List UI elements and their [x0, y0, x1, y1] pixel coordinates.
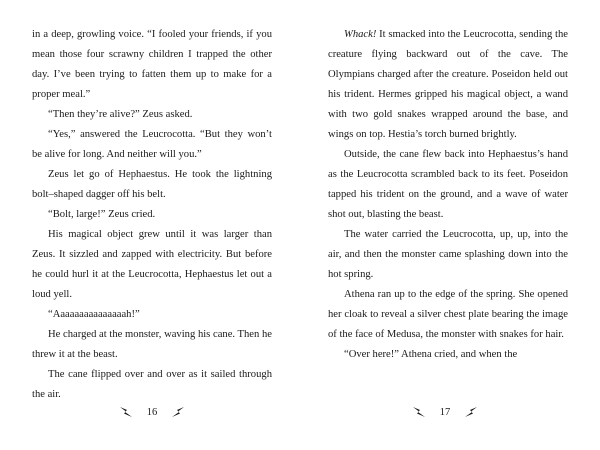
gutter — [299, 0, 301, 450]
paragraph: His magical object grew until it was larger than Zeus. It sizzled and zapped with electricity. But before he could hurl it at the Leucrocotta, Hephaestus let out a loud yell. — [32, 229, 272, 300]
paragraph: Athena ran up to the edge of the spring. She opened her cloak to reveal a silver chest plate bearing the image of the face of Medusa, the monster with snakes for hair. — [328, 289, 568, 340]
paragraph-text: It smacked into the Leucrocotta, sending the creature flying backward out of the cave. The Olympians charged after the creature. Poseidon held out his trident. Hermes gripped his magical object, a wand with two gold snakes wrapped around the base, and wings on top. Hestia’s torch burned brightly. — [328, 29, 568, 140]
paragraph: He charged at the monster, waving his cane. Then he threw it at the beast. — [32, 329, 272, 360]
paragraph: The cane flipped over and over as it sailed through the air. — [32, 369, 272, 400]
paragraph: “Aaaaaaaaaaaaaaah!” — [48, 309, 140, 320]
lightning-bolt-icon — [412, 406, 426, 418]
left-folio — [112, 402, 192, 422]
paragraph: “Bolt, large!” Zeus cried. — [48, 209, 156, 220]
paragraph: Outside, the cane flew back into Hephaestus’s hand as the Leucrocotta scrambled back to its feet. Poseidon tapped his trident on the ground, and a wave of water shot out, blasting the beast. — [328, 149, 568, 220]
paragraph: “Yes,” answered the Leucrocotta. “But they won’t be alive for long. And neither will you.” — [32, 129, 272, 160]
paragraph: “Over here!” Athena cried, and when the — [344, 349, 518, 360]
page-number: 16 — [146, 406, 158, 418]
left-page — [32, 25, 272, 405]
paragraph: Zeus let go of Hephaestus. He took the lightning bolt–shaped dagger off his belt. — [32, 169, 272, 200]
paragraph: in a deep, growling voice. “I fooled your friends, if you mean those four scrawny children I trapped the other day. I’ve been trying to fatten them up to make for a proper meal.” — [32, 29, 272, 100]
emphasis-text: Whack! — [344, 29, 377, 40]
right-page — [328, 25, 568, 365]
lightning-bolt-icon — [119, 406, 133, 418]
lightning-bolt-icon — [464, 406, 478, 418]
right-folio — [405, 402, 485, 422]
lightning-bolt-icon — [171, 406, 185, 418]
paragraph: The water carried the Leucrocotta, up, up, into the air, and then the monster came splashing down into the hot spring. — [328, 229, 568, 280]
paragraph — [328, 25, 568, 145]
paragraph: “Then they’re alive?” Zeus asked. — [48, 109, 193, 120]
page-number: 17 — [439, 406, 451, 418]
